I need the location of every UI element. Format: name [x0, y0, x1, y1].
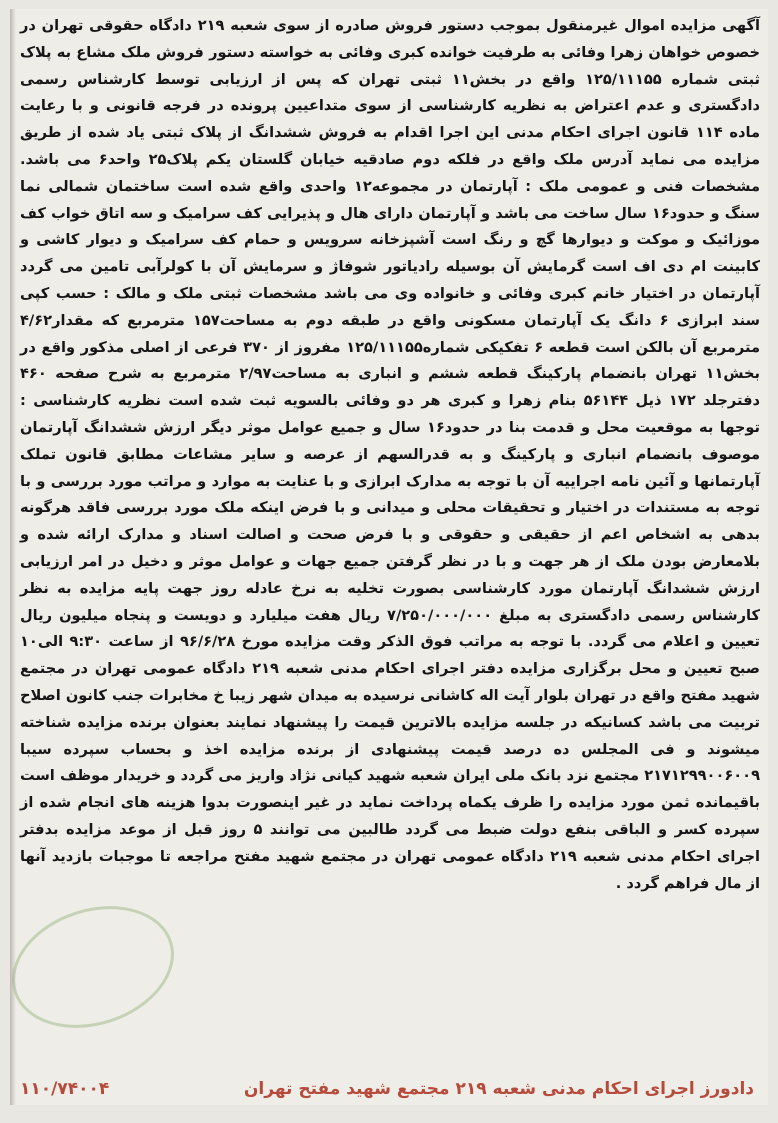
footer-code: ۱۱۰/۷۴۰۰۴	[20, 1079, 110, 1099]
notice-text: آگهی مزایده اموال غیرمنقول بموجب دستور فروش صادره از سوی شعبه ۲۱۹ دادگاه حقوقی تهران در خصوص خواهان زهرا وفائی به طرفیت خوانده کبری وفائی به خواسته دستور فروش ملک مشاع به پلاک ثبتی شماره ۱۲۵/۱۱۱۵۵ واقع در بخش۱۱ ثبتی تهران که پس از ارزیابی توسط کارشناس رسمی دادگستری و عدم اعتراض به نظریه کارشناسی از سوی متداعیین پرونده در فرجه قانونی و با رعایت ماده ۱۱۴ قانون اجرای احکام مدنی این اجرا اقدام به فروش ششدانگ از پلاک ثبتی یاد شده از طریق مزایده می نماید آدرس ملک واقع در فلکه دوم صادقیه خیابان گلستان یکم پلاک۲۵ واحد۶ می باشد. مشخصات فنی و عمومی ملک : آپارتمان در مجموعه۱۲ واحدی واقع شده است ساختمان شمالی نما سنگ و حدود۱۶ سال ساخت می باشد و آپارتمان دارای هال و پذیرایی کف سرامیک و سه اتاق خواب کف موزائیک و موکت و دیوارها گچ و رنگ است آشپزخانه سرویس و حمام کف سرامیک و دیوار کاشی و کابینت ام دی اف است گرمایش آن بوسیله رادیاتور شوفاژ و سرمایش آن با کولرآبی تامین می گردد آپارتمان در اختیار خانم کبری وفائی و خانواده وی می باشد مشخصات ثبتی ملک و مالک : حسب کپی سند ابرازی ۶ دانگ یک آپارتمان مسکونی واقع در طبقه دوم به مساحت۱۵۷ مترمربع که مقدار۴/۶۲ مترمربع آن بالکن است قطعه ۶ تفکیکی شماره۱۲۵/۱۱۱۵۵ مفروز از ۳۷۰ فرعی از اصلی مذکور واقع در بخش۱۱ تهران بانضمام پارکینگ قطعه ششم و انباری به مساحت۲/۹۷ مترمربع به شرح صفحه ۴۶۰ دفترجلد ۱۷۲ ذیل ۵۶۱۴۴ بنام زهرا و کبری هر دو وفائی بالسویه ثبت شده است نظریه کارشناسی : توجها به موقعیت محل و قدمت بنا در حدود۱۶ سال و جمیع عوامل موثر دیگر ارزش ششدانگ آپارتمان موصوف بانضمام انباری و پارکینگ و به قدرالسهم از عرصه و سایر مشاعات مطابق قانون تملک آپارتمانها و آئین نامه اجراییه آن با توجه به مدارک ابرازی و با عنایت به موارد و مراتب مورد بررسی و با توجه به مستندات در اختیار و تحقیقات محلی و میدانی و با فرض اینکه ملک مورد بررسی فاقد هرگونه بدهی به اشخاص اعم از حقیقی و حقوقی و با فرض صحت و اصالت اسناد و مدارک ارائه شده و بلامعارض بودن ملک از هر جهت و با در نظر گرفتن جمیع جهات و عوامل موثر و دخیل در امر ارزیابی ارزش ششدانگ آپارتمان مورد کارشناسی بصورت تخلیه به نرخ عادله روز جهت پایه مزایده به نظر کارشناس رسمی دادگستری به مبلغ ۷/۲۵۰/۰۰۰/۰۰۰ ریال هفت میلیارد و دویست و پنجاه میلیون ریال تعیین و اعلام می گردد. با توجه به مراتب فوق الذکر وقت مزایده مورخ ۹۶/۶/۲۸ از ساعت ۹:۳۰ الی۱۰ صبح تعیین و محل برگزاری مزایده دفتر اجرای احکام مدنی شعبه ۲۱۹ دادگاه عمومی تهران در مجتمع شهید مفتح واقع در تهران بلوار آیت اله کاشانی نرسیده به میدان شهر زیبا خ مخابرات جنب کانون اصلاح تربیت می باشد کسانیکه در جلسه مزایده بالاترین قیمت را پیشنهاد نمایند بعنوان برنده مزایده شناخته میشوند و فی المجلس ده درصد قیمت پیشنهادی از برنده مزایده اخذ و بحساب سپرده سیبا ۲۱۷۱۲۹۹۰۰۶۰۰۹ مجتمع نزد بانک ملی ایران شعبه شهید کیانی نژاد واریز می گردد و خریدار موظف است باقیمانده ثمن مورد مزایده را ظرف یکماه پرداخت نماید در غیر اینصورت بدوا هزینه های انجام شده از سپرده کسر و الباقی بنفع دولت ضبط می گردد طالبین می توانند ۵ روز قبل از موعد مزایده بدفتر اجرای احکام مدنی شعبه ۲۱۹ دادگاه عمومی تهران در مجتمع شهید مفتح مراجعه تا موجبات بازدید آنها از مال فراهم گردد .	[20, 17, 761, 892]
page-shadow-edge	[10, 9, 16, 1105]
auction-notice-body	[20, 13, 760, 897]
faded-stamp	[0, 886, 190, 1048]
notice-footer	[20, 1079, 754, 1099]
newspaper-clipping	[10, 9, 768, 1105]
footer-signature: دادورز اجرای احکام مدنی شعبه ۲۱۹ مجتمع شهید مفتح تهران	[243, 1079, 754, 1099]
